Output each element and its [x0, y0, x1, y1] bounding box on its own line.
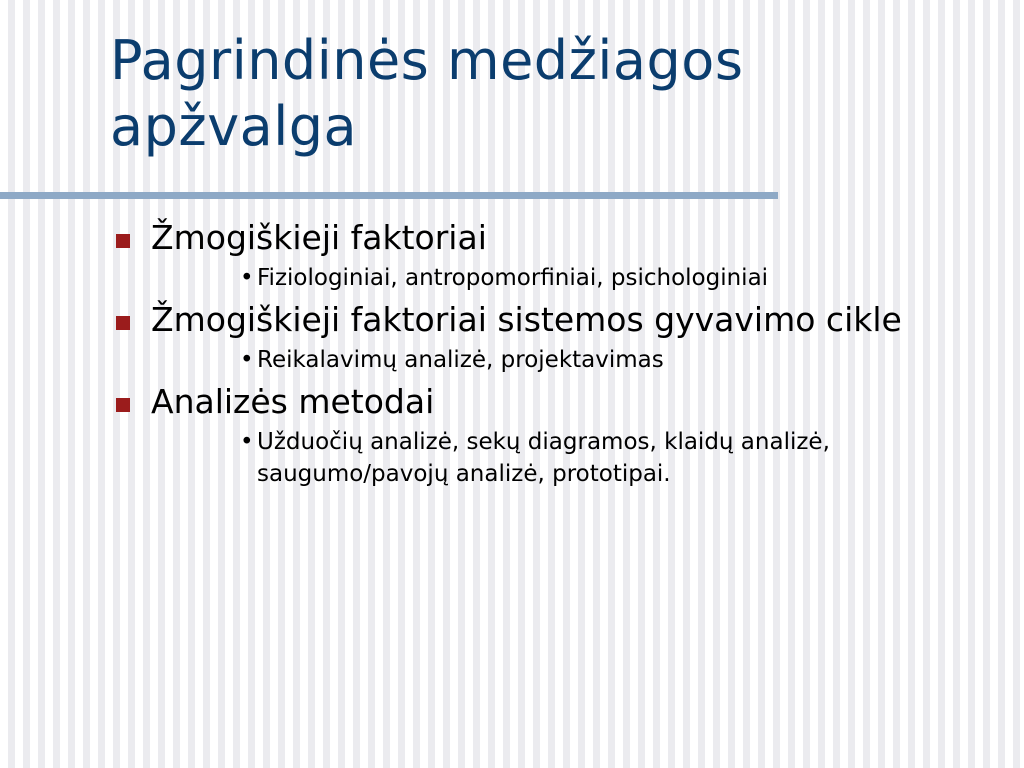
bullet-text: Žmogiškieji faktoriai	[151, 218, 487, 257]
sub-bullet-text: Fiziologiniai, antropomorfiniai, psichologiniai	[257, 265, 769, 291]
bullet-text: Žmogiškieji faktoriai sistemos gyvavimo cikle	[151, 300, 902, 339]
slide-title: Pagrindinės medžiagos apžvalga	[110, 29, 744, 158]
bullet-item-2	[0, 298, 1024, 376]
sub-bullet-list	[151, 262, 964, 294]
title-underline	[0, 192, 778, 199]
sub-bullet-list	[151, 426, 964, 490]
sub-bullet-text: Užduočių analizė, sekų diagramos, klaidų analizė, saugumo/pavojų analizė, prototipai.	[257, 429, 830, 487]
bullet-list	[0, 216, 1024, 494]
bullet-item-1	[0, 216, 1024, 294]
square-bullet-icon	[116, 398, 130, 412]
square-bullet-icon	[116, 234, 130, 248]
sub-bullet-item	[240, 262, 964, 294]
sub-bullet-text: Reikalavimų analizė, projektavimas	[257, 347, 664, 373]
square-bullet-icon	[116, 316, 130, 330]
bullet-item-3	[0, 380, 1024, 490]
dot-bullet-icon: •	[240, 429, 254, 455]
sub-bullet-list	[151, 344, 964, 376]
sub-bullet-item	[240, 426, 964, 490]
sub-bullet-item	[240, 344, 964, 376]
bullet-text: Analizės metodai	[151, 382, 435, 421]
dot-bullet-icon: •	[240, 265, 254, 291]
dot-bullet-icon: •	[240, 347, 254, 373]
